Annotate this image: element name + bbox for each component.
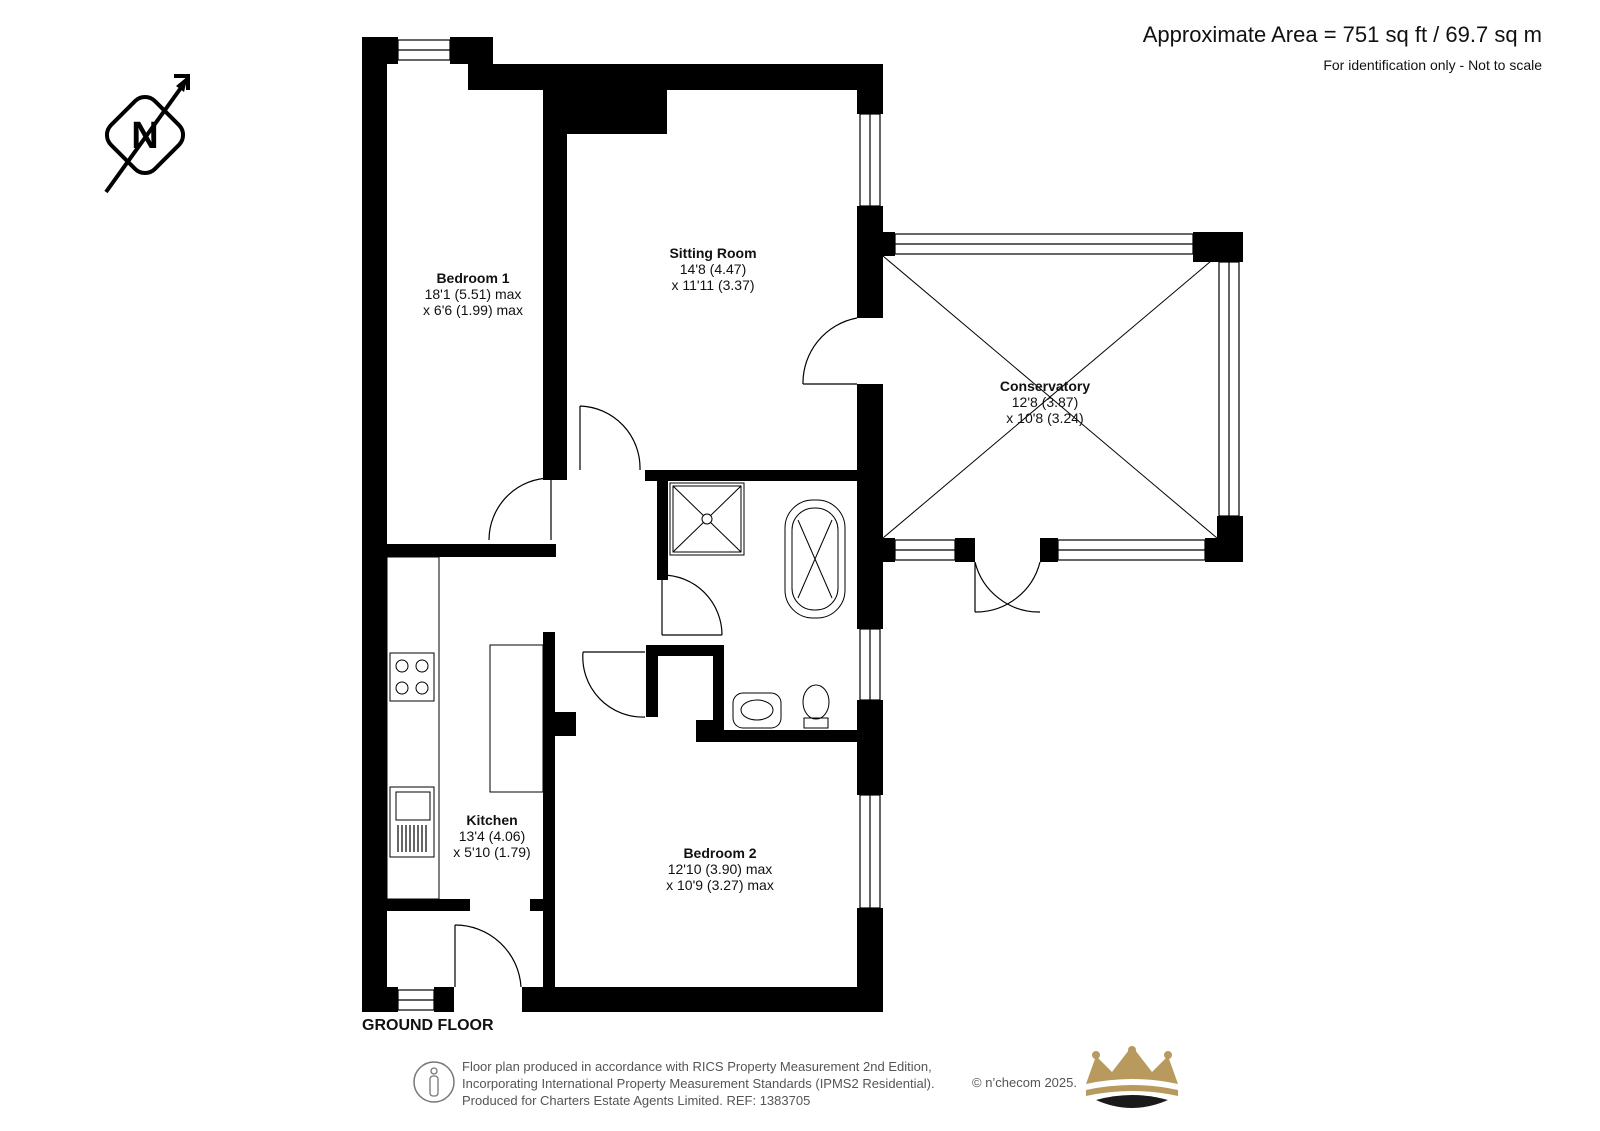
room-name: Sitting Room: [669, 245, 757, 261]
north-arrow-icon: [92, 72, 198, 196]
room-dimension: 13'4 (4.06): [458, 828, 526, 844]
room-name: Bedroom 2: [683, 845, 757, 861]
footer-disclaimer: [462, 1058, 935, 1109]
room-dimension: 14'8 (4.47): [679, 261, 747, 277]
room-kitchen: [432, 812, 552, 860]
person-measure-icon: [412, 1060, 456, 1104]
windows: [398, 40, 1239, 1010]
room-bedroom-1: [408, 270, 538, 318]
room-dimension: 12'8 (3.87): [1011, 394, 1079, 410]
room-dimension: x 10'8 (3.24): [1006, 410, 1084, 426]
room-sitting-room: [648, 245, 778, 293]
floor-label: GROUND FLOOR: [362, 1017, 494, 1034]
room-dimension: x 5'10 (1.79): [453, 844, 531, 860]
crown-logo-icon: [1082, 1046, 1182, 1110]
scale-note: For identification only - Not to scale: [1323, 57, 1542, 73]
room-dimension: x 10'9 (3.27) max: [666, 877, 774, 893]
room-bedroom-2: [650, 845, 790, 893]
walls: [362, 37, 1243, 1012]
compass-letter: N: [131, 115, 159, 157]
room-dimension: 12'10 (3.90) max: [667, 861, 773, 877]
room-dimension: x 6'6 (1.99) max: [423, 302, 523, 318]
approximate-area: Approximate Area = 751 sq ft / 69.7 sq m: [1142, 22, 1542, 47]
footer-line: Produced for Charters Estate Agents Limited. REF: 1383705: [462, 1093, 811, 1108]
room-name: Conservatory: [999, 378, 1091, 394]
room-dimension: x 11'11 (3.37): [671, 277, 755, 293]
footer-line: Incorporating International Property Measurement Standards (IPMS2 Residential).: [462, 1076, 935, 1091]
room-name: Kitchen: [466, 812, 518, 828]
room-name: Bedroom 1: [436, 270, 510, 286]
copyright: © n’checom 2025.: [972, 1075, 1077, 1090]
room-conservatory: [980, 378, 1110, 426]
footer-line: Floor plan produced in accordance with RICS Property Measurement 2nd Edition,: [462, 1059, 932, 1074]
room-dimension: 18'1 (5.51) max: [424, 286, 522, 302]
